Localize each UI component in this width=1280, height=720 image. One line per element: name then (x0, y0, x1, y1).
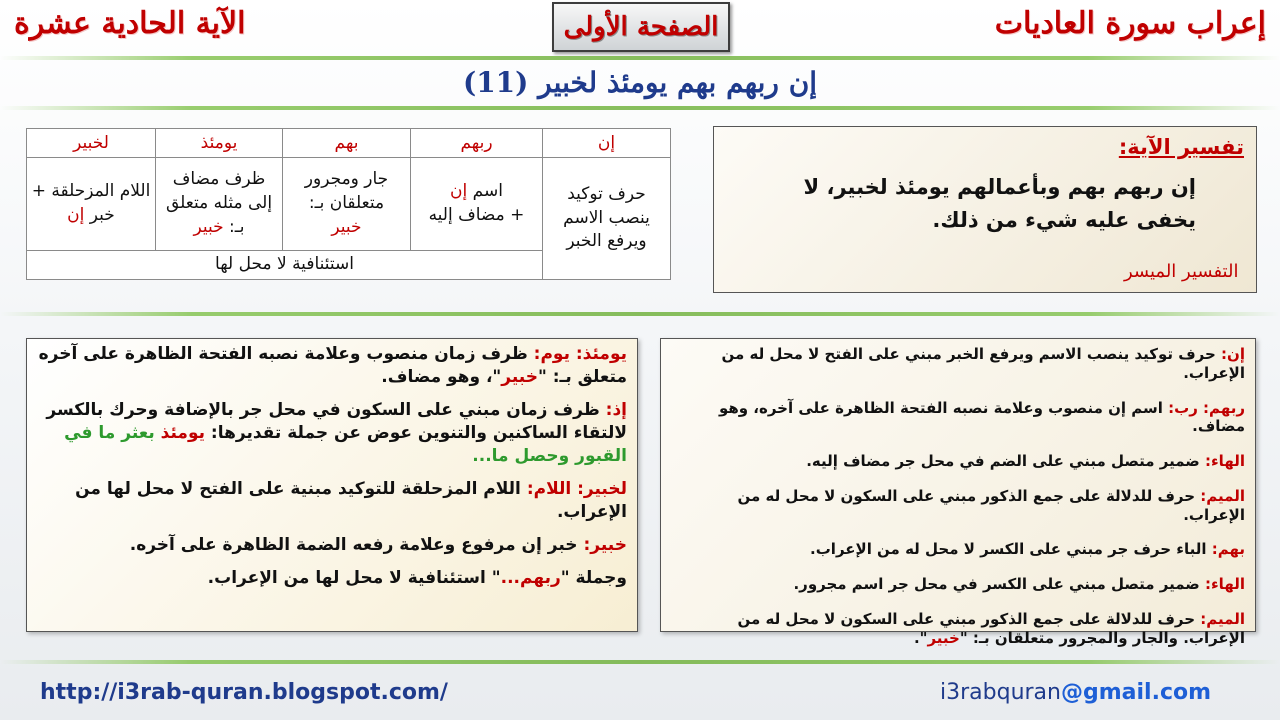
col-header: إن (543, 129, 671, 158)
cell-yawmaidh (156, 158, 283, 251)
detail-text: ضمير متصل مبني على الضم في محل جر مضاف إليه. (806, 452, 1206, 470)
detail-text: " استئنافية لا محل لها من الإعراب. (207, 567, 501, 588)
cell-lakhabir (27, 158, 156, 251)
detail-key: خبير: (583, 534, 627, 555)
detail-text: الباء حرف جر مبني على الكسر لا محل له من الإعراب. (810, 540, 1212, 559)
cell-ref: إن (67, 205, 85, 226)
detail-ref: خبير (501, 366, 538, 387)
page-label: الصفحة الأولى (563, 12, 719, 42)
detail-key: لخبير: اللام: (526, 478, 627, 499)
detail-ref: يومئذ (160, 422, 205, 443)
tafsir-body: إن ربهم بهم وبأعمالهم يومئذ لخبير، لا يخفى عليه شيء من ذلك. (803, 175, 1196, 232)
divider (0, 660, 1280, 664)
blog-link[interactable]: http://i3rab-quran.blogspot.com/ (40, 680, 448, 705)
detail-text: اسم إن منصوب وعلامة نصبه الفتحة الظاهرة على آخره، وهو مضاف. (718, 398, 1245, 436)
table-header-row (27, 129, 671, 158)
detail-key: الميم: (1200, 609, 1245, 628)
detail-line (37, 534, 627, 557)
verse-text: إن ربهم بهم يومئذ لخبير (11) (462, 66, 818, 99)
detail-text: "، وهو مضاف. (381, 366, 502, 387)
detail-line (671, 399, 1245, 437)
detail-text: بعثر ما في القبور وحصل ما... (64, 422, 627, 466)
detail-line (671, 345, 1245, 383)
detail-line (37, 567, 627, 590)
detail-line (37, 478, 627, 524)
irab-detail-panel-2 (26, 338, 638, 632)
cell-text: ظرف مضاف إلى مثله متعلق بـ: (165, 169, 273, 237)
detail-key: إن: (1221, 345, 1245, 363)
detail-key: الميم: (1200, 486, 1245, 505)
detail-key: الهاء: (1205, 575, 1245, 593)
cell-inna: حرف توكيد ينصب الاسم ويرفع الخبر (543, 158, 671, 280)
cell-ref: إن (450, 181, 468, 202)
detail-text: حرف للدلالة على جمع الذكور مبني على السكون لا محل له من الإعراب. (737, 486, 1245, 524)
cell-bihim (283, 158, 411, 251)
detail-key: إذ: (605, 399, 627, 420)
divider (0, 106, 1280, 110)
detail-text: ضمير متصل مبني على الكسر في محل جر اسم مجرور. (793, 575, 1206, 593)
detail-line (37, 399, 627, 468)
irab-table (26, 128, 671, 280)
email-link[interactable] (940, 680, 1211, 705)
detail-text: ". (913, 628, 928, 647)
detail-text: حرف توكيد ينصب الاسم ويرفع الخبر مبني على الفتح لا محل له من الإعراب. (721, 345, 1245, 382)
cell-text: اسم (472, 181, 503, 202)
detail-line (37, 343, 627, 389)
detail-text: خبر إن مرفوع وعلامة رفعه الضمة الظاهرة على آخره. (129, 534, 584, 555)
detail-text: حرف للدلالة على جمع الذكور مبني على السكون لا محل له من الإعراب. والجار والمجرور متعلقان بـ: " (737, 609, 1245, 647)
detail-text: ظرف زمان منصوب وعلامة نصبه الفتحة الظاهرة على آخره متعلق بـ: " (38, 344, 627, 387)
col-header: بهم (283, 129, 411, 158)
email-user: i3rabquran (940, 680, 1061, 705)
cell-rabbihim (411, 158, 543, 251)
cell-footer: استئنافية لا محل لها (27, 251, 543, 280)
divider (0, 312, 1280, 316)
cell-text: جار ومجرور متعلقان بـ: (304, 169, 389, 214)
cell-text: اللام المزحلقة + خبر (31, 181, 151, 226)
page-badge[interactable] (552, 2, 730, 52)
detail-key: الهاء: (1205, 452, 1245, 470)
cell-ref: خبير (331, 217, 362, 237)
ayah-number-title: الآية الحادية عشرة (14, 6, 246, 41)
detail-key: بهم: (1211, 540, 1245, 559)
detail-key: ربهم: رب: (1168, 398, 1245, 417)
detail-text: ظرف زمان مبني على السكون في محل جر بالإضافة وحرك بالكسر لالتقاء الساكنين والتنوين عوض عن جملة تقديرها: (46, 399, 627, 443)
col-header: يومئذ (156, 129, 283, 158)
detail-text: وجملة " (560, 567, 627, 588)
email-domain: @gmail.com (1060, 680, 1212, 705)
cell-text: + مضاف إليه (428, 205, 525, 226)
tafsir-title: تفسير الآية: (1118, 135, 1244, 159)
detail-line (671, 487, 1245, 525)
cell-ref: خبير (193, 217, 224, 237)
detail-text: اللام المزحلقة للتوكيد مبنية على الفتح لا محل لها من الإعراب. (75, 478, 627, 522)
detail-line (671, 452, 1245, 471)
detail-line (671, 575, 1245, 594)
col-header: ربهم (411, 129, 543, 158)
detail-line (671, 610, 1245, 648)
irab-detail-panel (660, 338, 1256, 647)
tafsir-box (713, 126, 1257, 293)
detail-ref: ربهم... (500, 567, 561, 588)
detail-line (671, 540, 1245, 559)
col-header: لخبير (27, 129, 156, 158)
table-row (27, 158, 671, 251)
detail-ref: خبير (927, 628, 960, 647)
divider (0, 56, 1280, 60)
detail-key: يومئذ: يوم: (533, 344, 627, 364)
surah-title: إعراب سورة العاديات (994, 6, 1266, 41)
tafsir-source: التفسير الميسر (1124, 261, 1239, 282)
